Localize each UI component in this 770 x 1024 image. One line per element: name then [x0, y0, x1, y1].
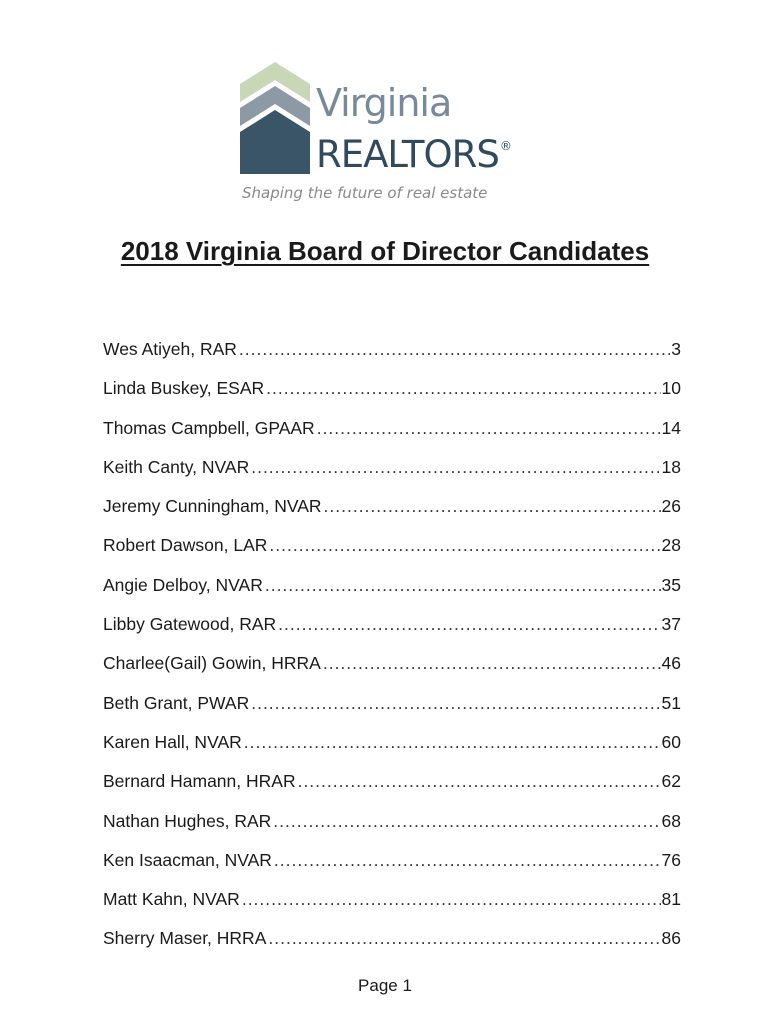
toc-entry-page: 51	[661, 692, 681, 713]
house-roof-icon	[240, 62, 310, 174]
toc-entry-name: Jeremy Cunningham, NVAR	[103, 496, 322, 517]
toc-entry-name: Beth Grant, PWAR	[103, 692, 250, 713]
registered-mark: ®	[499, 139, 511, 153]
logo-text-virginia: Virginia	[316, 81, 452, 125]
toc-entry-name: Sherry Maser, HRRA	[103, 928, 267, 949]
toc-leader-dots	[269, 526, 660, 565]
toc-entry	[103, 723, 681, 762]
toc-entry-name: Nathan Hughes, RAR	[103, 810, 272, 831]
toc-entry-name: Libby Gatewood, RAR	[103, 614, 277, 635]
toc-entry-page: 86	[661, 928, 681, 949]
toc-entry-page: 60	[661, 731, 681, 752]
toc-entry-name: Karen Hall, NVAR	[103, 731, 242, 752]
toc-entry-page: 46	[661, 653, 681, 674]
toc-entry-name: Matt Kahn, NVAR	[103, 889, 240, 910]
toc-leader-dots	[273, 802, 660, 841]
toc-leader-dots	[251, 684, 660, 723]
toc-entry-page: 76	[661, 849, 681, 870]
virginia-realtors-logo	[240, 62, 540, 212]
toc-leader-dots	[239, 330, 670, 369]
toc-entry	[103, 448, 681, 487]
toc-leader-dots	[323, 644, 661, 683]
toc-entry-page: 14	[661, 417, 681, 438]
toc-entry	[103, 762, 681, 801]
toc-entry	[103, 605, 681, 644]
toc-entry-name: Ken Isaacman, NVAR	[103, 849, 272, 870]
toc-leader-dots	[274, 841, 661, 880]
toc-entry	[103, 526, 681, 565]
toc-leader-dots	[244, 723, 661, 762]
toc-leader-dots	[251, 448, 660, 487]
logo-realtors-word: REALTORS	[316, 133, 499, 176]
toc-entry	[103, 487, 681, 526]
toc-entry-name: Bernard Hamann, HRAR	[103, 771, 296, 792]
toc-entry	[103, 684, 681, 723]
toc-leader-dots	[278, 605, 660, 644]
toc-entry	[103, 841, 681, 880]
logo-text-realtors	[316, 133, 511, 176]
toc-entry	[103, 330, 681, 369]
toc-entry	[103, 369, 681, 408]
page-number-footer: Page 1	[358, 976, 412, 995]
toc-entry-name: Wes Atiyeh, RAR	[103, 339, 237, 359]
toc-entry-page: 62	[661, 771, 681, 792]
toc-leader-dots	[317, 409, 661, 448]
toc-leader-dots	[298, 762, 661, 801]
toc-entry-page: 35	[661, 574, 681, 595]
toc-entry	[103, 566, 681, 605]
document-title	[0, 236, 770, 267]
toc-entry	[103, 919, 681, 958]
toc-entry-name: Keith Canty, NVAR	[103, 456, 250, 477]
toc-entry	[103, 409, 681, 448]
table-of-contents	[103, 330, 681, 959]
toc-entry-page: 37	[661, 614, 681, 635]
toc-entry-page: 3	[671, 339, 681, 359]
toc-entry-page: 26	[661, 496, 681, 517]
toc-leader-dots	[242, 880, 661, 919]
toc-entry-page: 10	[661, 378, 681, 399]
toc-entry-page: 68	[661, 810, 681, 831]
toc-entry-page: 81	[661, 889, 681, 910]
toc-entry-name: Robert Dawson, LAR	[103, 535, 268, 556]
toc-entry-name: Angie Delboy, NVAR	[103, 574, 263, 595]
toc-entry-page: 18	[661, 456, 681, 477]
toc-leader-dots	[266, 369, 660, 408]
toc-entry-name: Linda Buskey, ESAR	[103, 378, 265, 399]
toc-entry	[103, 880, 681, 919]
toc-entry	[103, 802, 681, 841]
document-title-text: 2018 Virginia Board of Director Candidates	[120, 236, 650, 266]
logo-tagline: Shaping the future of real estate	[242, 184, 488, 202]
toc-entry-name: Thomas Campbell, GPAAR	[103, 417, 315, 438]
toc-leader-dots	[265, 566, 661, 605]
toc-entry-name: Charlee(Gail) Gowin, HRRA	[103, 653, 321, 674]
toc-leader-dots	[268, 919, 660, 958]
toc-leader-dots	[324, 487, 661, 526]
toc-entry-page: 28	[661, 535, 681, 556]
toc-entry	[103, 644, 681, 683]
